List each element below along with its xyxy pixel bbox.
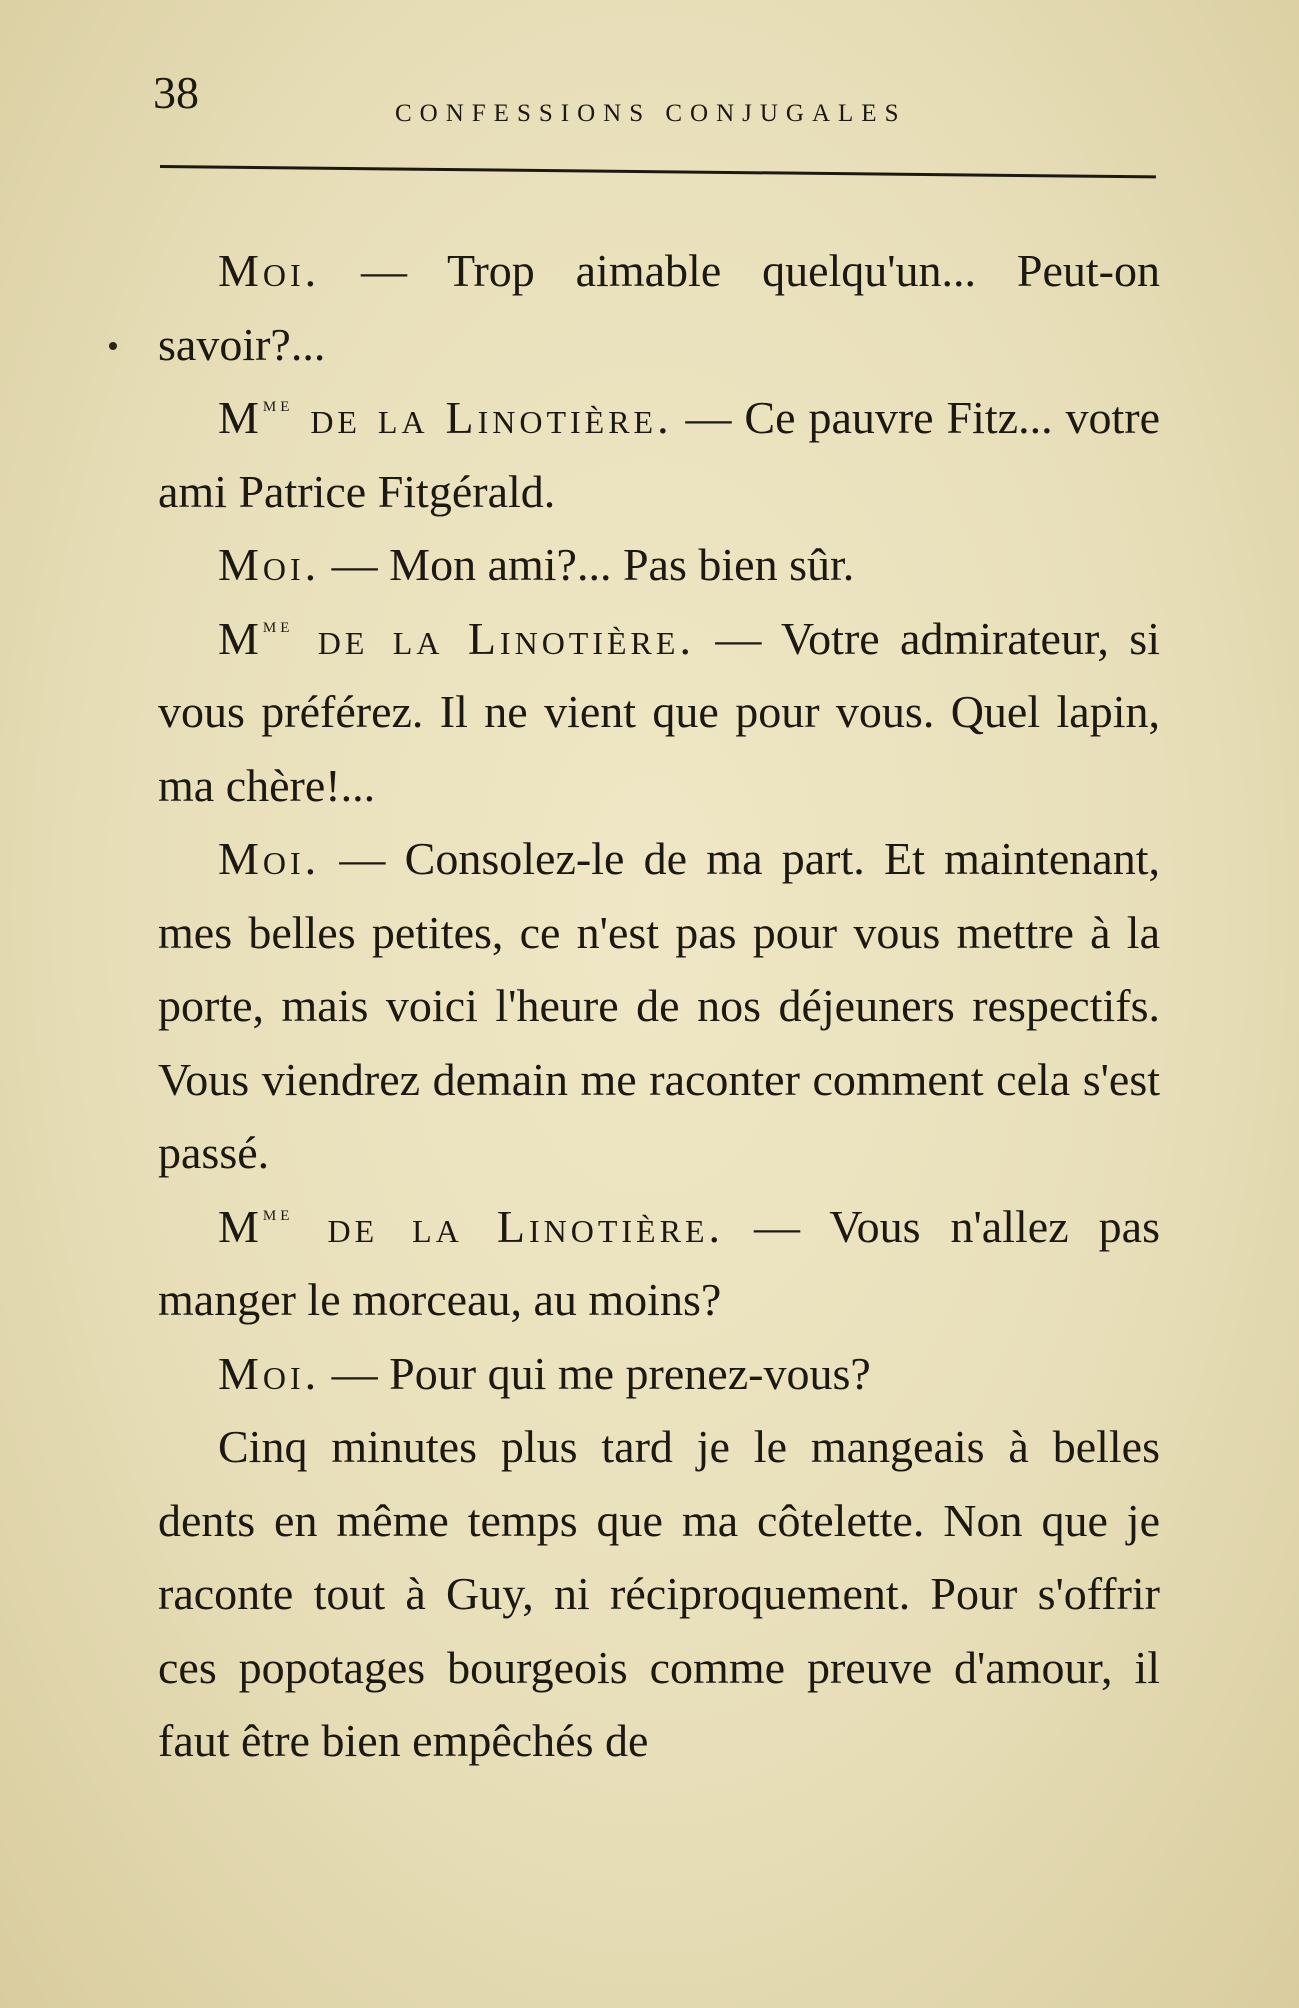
dialogue-line	[158, 381, 1160, 528]
dialogue-line	[158, 1190, 1160, 1337]
speaker-name: Moi.	[218, 539, 321, 590]
speaker-title-superscript: me	[262, 391, 294, 416]
header-rule	[160, 165, 1156, 178]
dialogue-text: — Vous n'allez pas manger le morceau, au moins?	[158, 1200, 1160, 1325]
dialogue-text: — Votre admirateur, si vous préférez. Il ne vient que pour vous. Quel lapin, ma chère!...	[158, 612, 1160, 811]
dialogue-line	[158, 822, 1160, 1190]
dialogue-line	[158, 528, 1160, 602]
dialogue-line	[158, 234, 1160, 381]
running-head: CONFESSIONS CONJUGALES	[395, 100, 907, 127]
dialogue-text: — Pour qui me prenez-vous?	[320, 1347, 871, 1399]
speaker-name: $M^{me}$ de la Linotière.	[218, 391, 673, 443]
ink-speck	[109, 342, 117, 350]
dialogue-text: — Ce pauvre Fitz... votre ami Patrice Fitgérald.	[158, 392, 1161, 517]
speaker-name: $M^{me}$ de la Linotière.	[218, 1199, 724, 1252]
narrative-text: Cinq minutes plus tard je le mangeais à belles dents en même temps que ma côtelette. Non que je raconte tout à Guy, ni réciproquement. Pour s'offrir ces popotages bourgeois comme preuve d'amour, il faut être bien empêchés de	[158, 1421, 1160, 1766]
narrative-paragraph	[158, 1410, 1160, 1778]
dialogue-line	[158, 602, 1160, 823]
speaker-name: $M^{me}$ de la Linotière.	[218, 611, 695, 664]
body-text	[158, 234, 1160, 1778]
speaker-title-superscript: me	[262, 611, 294, 637]
dialogue-text: — Trop aimable quelqu'un... Peut-on savoir?...	[158, 245, 1160, 370]
speaker-name: Moi.	[218, 245, 321, 296]
dialogue-line	[158, 1337, 1160, 1411]
dialogue-text: — Consolez-le de ma part. Et maintenant, mes belles petites, ce n'est pas pour vous mettre à la porte, mais voici l'heure de nos déjeuners respectifs. Vous viendrez demain me raconter comment cela s'est passé.	[158, 833, 1160, 1178]
speaker-title-superscript: me	[262, 1199, 294, 1225]
speaker-name: Moi.	[218, 833, 321, 884]
page-number: 38	[153, 67, 199, 118]
speaker-name: Moi.	[218, 1347, 321, 1399]
dialogue-text: — Mon ami?... Pas bien sûr.	[320, 539, 855, 590]
